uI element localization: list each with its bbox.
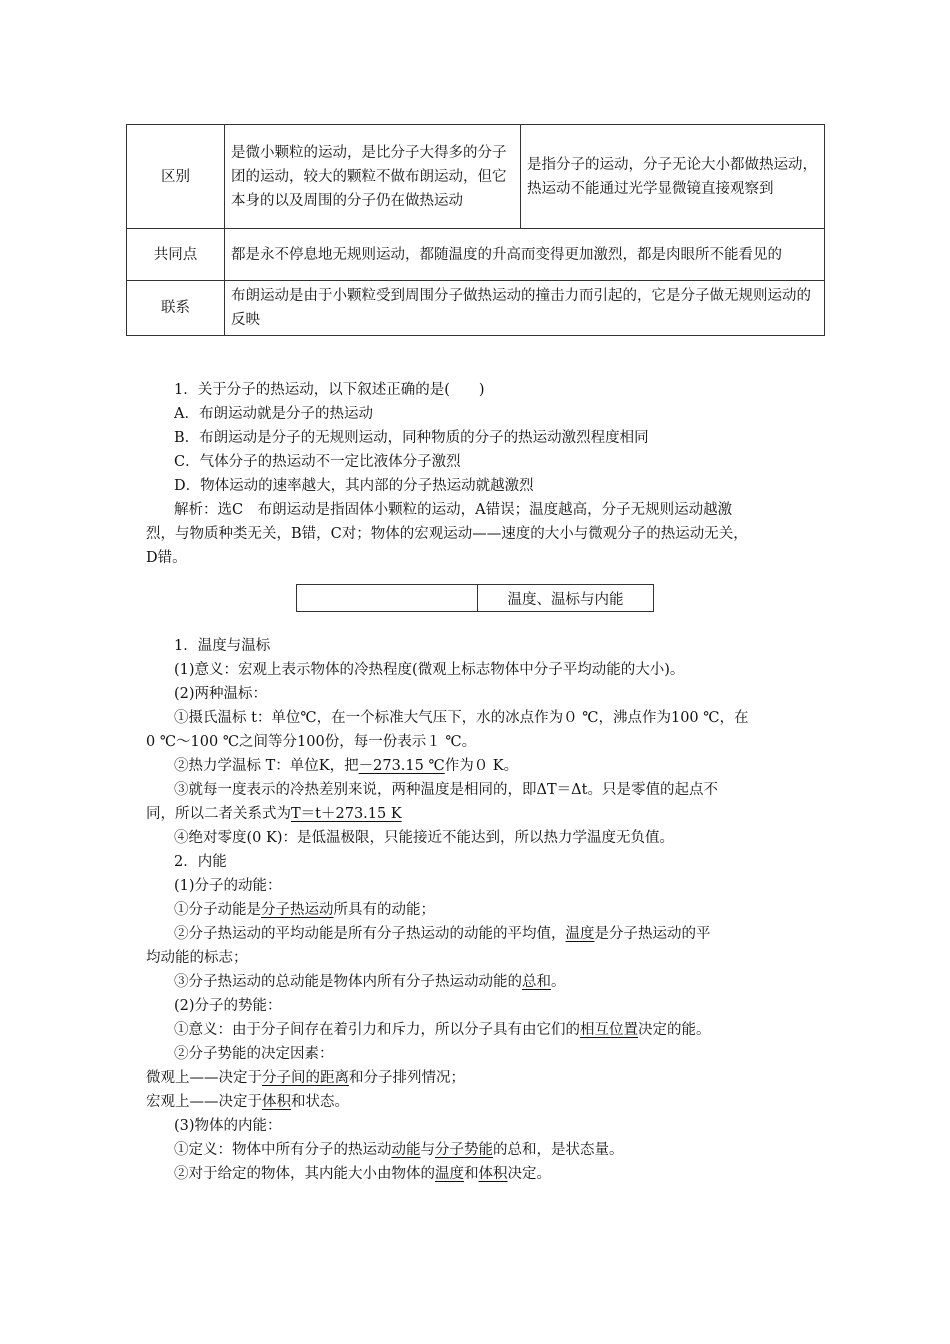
determined-text-end: 决定。	[507, 1166, 551, 1182]
kinetic-text-end: 所具有的动能；	[333, 902, 435, 918]
determined-mid: 和	[464, 1166, 479, 1182]
potential-line-2: ②分子势能的决定因素：	[174, 1046, 334, 1062]
kelvin-text: ②热力学温标 T：单位K，把	[174, 758, 359, 774]
relation-cell: 布朗运动是由于小颗粒受到周围分子做热运动的撞击力而引起的，它是分子做无规则运动的反映	[225, 281, 825, 336]
definition-mid: 与	[420, 1142, 435, 1158]
relation-formula: T＝t＋273.15 K	[291, 806, 402, 822]
celsius-line-2: 0 ℃～100 ℃之间等分100份，每一份表示１ ℃。	[146, 734, 477, 750]
row-header-difference: 区别	[127, 125, 225, 229]
micro-text-end: 和分子排列情况；	[349, 1070, 465, 1086]
content-block	[146, 634, 826, 1186]
option-b: B．布朗运动是分子的无规则运动，同种物质的分子的热运动激烈程度相同	[174, 430, 649, 446]
row-header-relation: 联系	[127, 281, 225, 336]
avg-kinetic-blank: 温度	[565, 926, 595, 942]
micro-line	[146, 1066, 826, 1090]
relation-line-1: ③就每一度表示的冷热差别来说，两种温度是相同的，即ΔT＝Δt。只是零值的起点不	[174, 782, 718, 798]
section-title: 温度、温标与内能	[507, 591, 624, 608]
thermal-motion-cell: 是指分子的运动，分子无论大小都做热运动，热运动不能通过光学显微镜直接观察到	[521, 125, 825, 229]
macro-line	[146, 1090, 826, 1114]
internal-energy-heading: (3)物体的内能：	[174, 1118, 282, 1134]
macro-blank: 体积	[262, 1094, 291, 1110]
avg-kinetic-text-end: 是分子热运动的平	[594, 926, 711, 942]
potential-blank: 相互位置	[580, 1022, 638, 1038]
section-header-box	[296, 584, 654, 612]
option-c: C．气体分子的热运动不一定比液体分子激烈	[174, 454, 461, 470]
question-block	[146, 378, 826, 570]
kelvin-zero-value: －273.15 ℃	[358, 758, 445, 774]
potential-heading: (2)分子的势能：	[174, 998, 282, 1014]
determined-line	[146, 1162, 826, 1186]
table-row-relation	[127, 281, 825, 336]
section-header-blank	[297, 585, 478, 611]
heading-internal-energy: 2．内能	[174, 854, 227, 870]
kinetic-line-2	[146, 922, 826, 946]
relation-line-2	[146, 802, 826, 826]
potential-text-end: 决定的能。	[638, 1022, 711, 1038]
macro-text-end: 和状态。	[291, 1094, 349, 1110]
micro-blank: 分子间的距离	[262, 1070, 349, 1086]
potential-line-1	[146, 1018, 826, 1042]
question-stem: 1．关于分子的热运动，以下叙述正确的是( )	[174, 382, 485, 398]
avg-kinetic-text: ②分子热运动的平均动能是所有分子热运动的动能的平均值，	[174, 926, 566, 942]
kinetic-text: ①分子动能是	[174, 902, 261, 918]
common-cell: 都是永不停息地无规则运动，都随温度的升高而变得更加激烈，都是肉眼所不能看见的	[225, 229, 825, 281]
row-header-common: 共同点	[127, 229, 225, 281]
determined-blank-2: 体积	[478, 1166, 508, 1182]
definition-blank-2: 分子势能	[435, 1142, 493, 1158]
option-a: A．布朗运动就是分子的热运动	[174, 406, 373, 422]
definition-text: ①定义：物体中所有分子的热运动	[174, 1142, 392, 1158]
absolute-zero-line: ④绝对零度(0 K)：是低温极限，只能接近不能达到，所以热力学温度无负值。	[174, 830, 674, 846]
heading-temperature: 1．温度与温标	[174, 638, 271, 654]
kinetic-line-3	[146, 970, 826, 994]
kinetic-blank: 分子热运动	[261, 902, 334, 918]
total-kinetic-blank: 总和	[522, 974, 551, 990]
analysis-line-1: 解析：选C 布朗运动是指固体小颗粒的运动，A错误；温度越高，分子无规则运动越激	[174, 502, 733, 518]
determined-blank-1: 温度	[435, 1166, 464, 1182]
kelvin-text-end: 作为０ K。	[444, 758, 519, 774]
option-d: D．物体运动的速率越大，其内部的分子热运动就越激烈	[174, 478, 534, 494]
total-kinetic-text: ③分子热运动的总动能是物体内所有分子热运动动能的	[174, 974, 522, 990]
brownian-motion-cell: 是微小颗粒的运动，是比分子大得多的分子团的运动，较大的颗粒不做布朗运动，但它本身的以及周围的分子仍在做热运动	[225, 125, 521, 229]
determined-text: ②对于给定的物体，其内能大小由物体的	[174, 1166, 435, 1182]
kinetic-heading: (1)分子的动能：	[174, 878, 282, 894]
definition-text-end: 的总和，是状态量。	[493, 1142, 624, 1158]
analysis-line-2: 烈，与物质种类无关，B错，C对；物体的宏观运动——速度的大小与微观分子的热运动无关，	[146, 526, 748, 542]
kelvin-line	[146, 754, 826, 778]
definition-blank-1: 动能	[391, 1142, 421, 1158]
two-scales-line: (2)两种温标：	[174, 686, 268, 702]
potential-text: ①意义：由于分子间存在着引力和斥力，所以分子具有由它们的	[174, 1022, 580, 1038]
total-kinetic-text-end: 。	[551, 974, 566, 990]
micro-text: 微观上——决定于	[146, 1070, 262, 1086]
kinetic-line-1	[146, 898, 826, 922]
meaning-line: (1)意义：宏观上表示物体的冷热程度(微观上标志物体中分子平均动能的大小)。	[174, 662, 685, 678]
relation-text: 同，所以二者关系式为	[146, 806, 291, 822]
table-row-difference	[127, 125, 825, 229]
table-row-common	[127, 229, 825, 281]
macro-text: 宏观上——决定于	[146, 1094, 262, 1110]
comparison-table	[126, 124, 825, 336]
kinetic-line-2b: 均动能的标志；	[146, 950, 248, 966]
analysis-line-3: D错。	[146, 550, 187, 566]
definition-line	[146, 1138, 826, 1162]
celsius-line-1: ①摄氏温标 t：单位℃，在一个标准大气压下，水的冰点作为０ ℃，沸点作为100 ℃，在	[174, 710, 749, 726]
